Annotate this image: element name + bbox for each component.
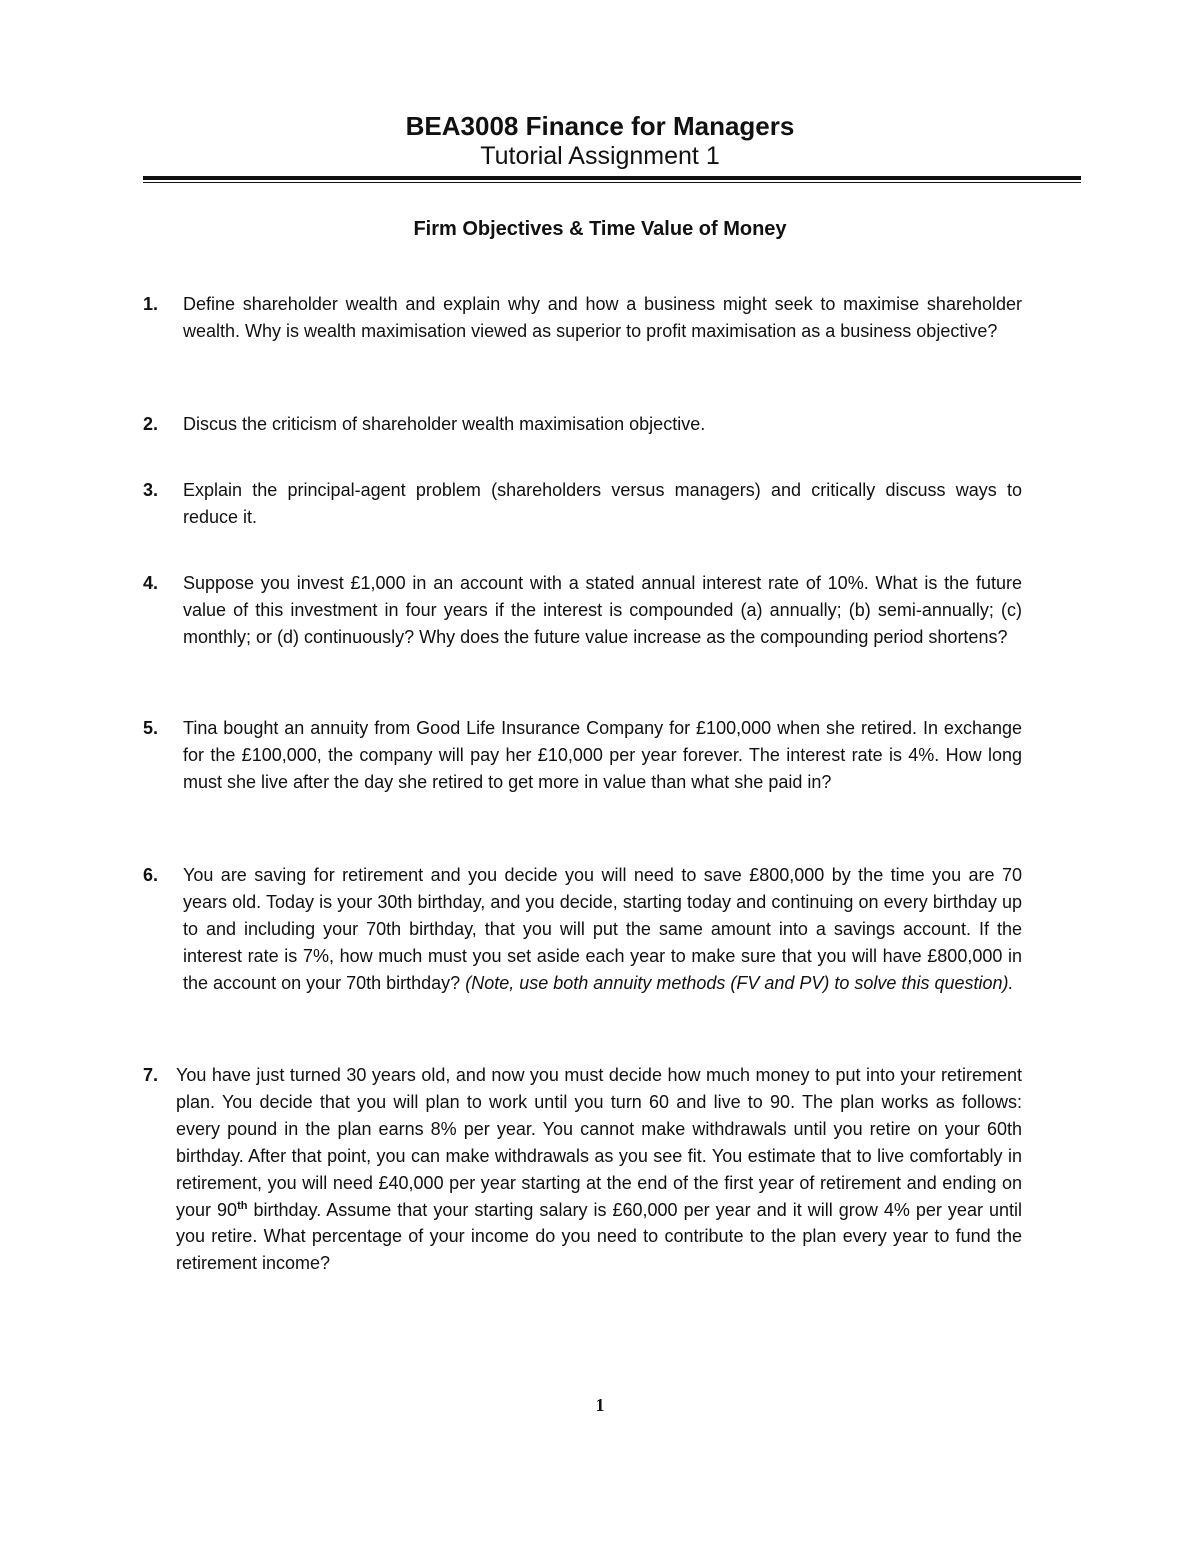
- question-text: You are saving for retirement and you decide you will need to save £800,000 by the time you are 70 years old. Today is your 30th birthday, and you decide, starting today and continuing on every birthday up to and including your 70th birthday, that you will put the same amount into a savings account. If the interest rate is 7%, how much must you set aside each year to make sure that you will have £800,000 in the account on your 70th birthday?: [183, 865, 1022, 993]
- question-text-continued: birthday. Assume that your starting salary is £60,000 per year and it will grow 4% per year until you retire. What percentage of your income do you need to contribute to the plan every year to fund the retirement income?: [176, 1199, 1022, 1274]
- header-rule-thin: [143, 182, 1081, 183]
- question-text: Define shareholder wealth and explain why and how a business might seek to maximise shareholder wealth. Why is wealth maximisation viewed as superior to profit maximisation as a business objective?: [183, 294, 1022, 341]
- question-text: Discus the criticism of shareholder wealth maximisation objective.: [183, 414, 706, 434]
- question-text: Suppose you invest £1,000 in an account with a stated annual interest rate of 10%. What is the future value of this investment in four years if the interest is compounded (a) annually; (b) semi-annually; (c) monthly; or (d) continuously? Why does the future value increase as the compounding period shortens?: [183, 573, 1022, 647]
- page-subtitle: Tutorial Assignment 1: [480, 142, 720, 170]
- question-text: Explain the principal-agent problem (shareholders versus managers) and critically discuss ways to reduce it.: [183, 480, 1022, 527]
- question-number: 1.: [143, 294, 159, 314]
- question-number: 2.: [143, 414, 159, 434]
- question-4: [143, 570, 1022, 651]
- question-text-block: [183, 862, 1022, 997]
- question-number: 6.: [143, 865, 159, 885]
- question-number: 4.: [143, 573, 159, 593]
- question-1: [143, 291, 1022, 345]
- ordinal-suffix: th: [237, 1199, 248, 1212]
- question-number: 7.: [143, 1065, 159, 1085]
- header-rule-thick: [143, 176, 1081, 180]
- question-5: [143, 715, 1022, 796]
- page-number: 1: [595, 1395, 605, 1415]
- question-number: 3.: [143, 480, 159, 500]
- question-3: [143, 477, 1022, 531]
- question-number: 5.: [143, 718, 159, 738]
- section-heading: Firm Objectives & Time Value of Money: [413, 218, 787, 240]
- question-text-block: [176, 1062, 1022, 1277]
- question-text: You have just turned 30 years old, and now you must decide how much money to put into your retirement plan. You decide that you will plan to work until you turn 60 and live to 90. The plan works as follows: every pound in the plan earns 8% per year. You cannot make withdrawals until you retire on your 60th birthday. After that point, you can make withdrawals as you see fit. You estimate that to live comfortably in retirement, you will need £40,000 per year starting at the end of the first year of retirement and ending on your 90: [176, 1065, 1022, 1220]
- page-title: BEA3008 Finance for Managers: [405, 111, 795, 141]
- question-7: [143, 1062, 1022, 1277]
- question-2: [143, 411, 1022, 438]
- question-6: [143, 862, 1022, 997]
- question-text: Tina bought an annuity from Good Life Insurance Company for £100,000 when she retired. In exchange for the £100,000, the company will pay her £10,000 per year forever. The interest rate is 4%. How long must she live after the day she retired to get more in value than what she paid in?: [183, 718, 1022, 792]
- question-note: (Note, use both annuity methods (FV and PV) to solve this question).: [465, 972, 1014, 993]
